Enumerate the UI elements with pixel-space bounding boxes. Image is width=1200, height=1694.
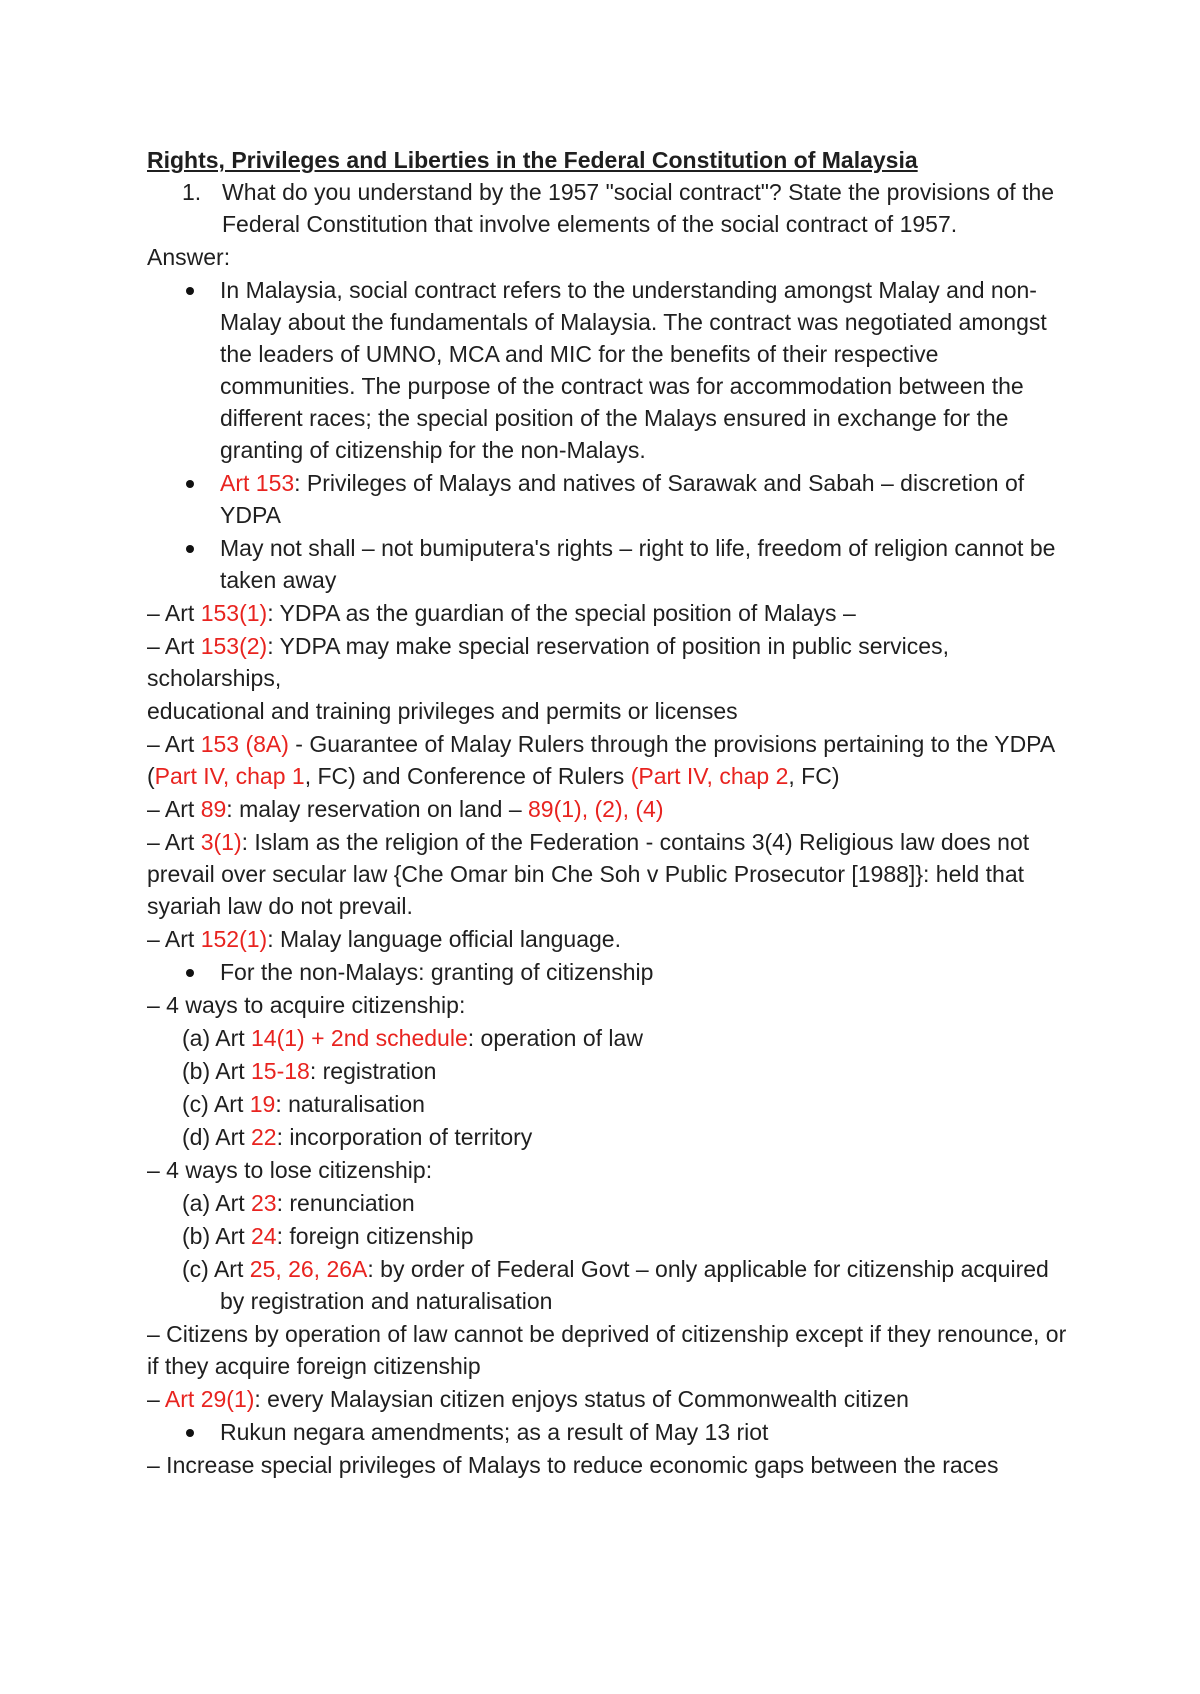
line-art-89: – Art 89: malay reservation on land – 89(1), (2), (4) [147,796,664,822]
line-art-153-1: – Art 153(1): YDPA as the guardian of the special position of Malays – [147,600,856,626]
article-ref: 22 [251,1124,277,1150]
document-title: Rights, Privileges and Liberties in the Federal Constitution of Malaysia [147,147,918,173]
article-ref: 152(1) [200,926,268,952]
lose-item: (b) Art 24: foreign citizenship [182,1223,474,1249]
acquire-heading: – 4 ways to acquire citizenship: [147,992,466,1018]
article-ref: 25, 26, 26A [249,1256,368,1282]
article-ref: (Part IV, chap 2 [630,763,789,789]
bullet-icon [147,274,220,466]
line-art-152-1: – Art 152(1): Malay language official language. [147,926,621,952]
bullet-icon [147,1416,220,1448]
bullet-icon [147,532,220,596]
bullet-non-malays: For the non-Malays: granting of citizenship [147,956,1077,988]
article-ref: 19 [249,1091,276,1117]
line-art-29-1: – Art 29(1): every Malaysian citizen enjoys status of Commonwealth citizen [147,1386,909,1412]
article-ref: 14(1) + 2nd schedule [251,1025,468,1051]
line-art-153-8a: – Art 153 (8A) - Guarantee of Malay Rulers through the provisions pertaining to the YDPA (Part IV, chap 1, FC) and Conference of Rulers (Part IV, chap 2, FC) [147,731,1054,789]
article-ref: 3(1) [200,829,242,855]
article-ref: 24 [251,1223,277,1249]
article-ref: 153(1) [200,600,268,626]
article-ref: Art 153 [220,470,295,496]
bullet-may-not-shall: May not shall – not bumiputera's rights – right to life, freedom of religion cannot be taken away [147,532,1077,596]
line-operation-of-law: – Citizens by operation of law cannot be deprived of citizenship except if they renounce, or if they acquire foreign citizenship [147,1321,1067,1379]
acquire-item: (d) Art 22: incorporation of territory [182,1124,533,1150]
line-art-153-2-cont: educational and training privileges and permits or licenses [147,698,738,724]
article-ref: 89 [200,796,227,822]
acquire-item: (b) Art 15-18: registration [182,1058,437,1084]
question-text: What do you understand by the 1957 "social contract"? State the provisions of the Federal Constitution that involve elements of the social contract of 1957. [222,179,1055,237]
article-ref: 89(1), (2), (4) [528,796,664,822]
answer-label: Answer: [147,244,231,270]
line-art-3-1: – Art 3(1): Islam as the religion of the Federation - contains 3(4) Religious law does not prevail over secular law {Che Omar bin Che Soh v Public Prosecutor [1988]}: held that syariah law do not prevail. [147,829,1030,919]
article-ref: 153 (8A) [200,731,289,757]
bullet-art-153: Art 153: Privileges of Malays and natives of Sarawak and Sabah – discretion of YDPA [147,467,1077,531]
article-ref: Art 29(1) [164,1386,255,1412]
bullet-social-contract: In Malaysia, social contract refers to the understanding amongst Malay and non-Malay about the fundamentals of Malaysia. The contract was negotiated amongst the leaders of UMNO, MCA and MIC for the benefits of their respective communities. The purpose of the contract was for accommodation between the different races; the special position of the Malays ensured in exchange for the granting of citizenship for the non-Malays. [147,274,1077,466]
document-page [147,144,1077,1482]
acquire-item: (c) Art 19: naturalisation [182,1091,425,1117]
question-number: 1. [182,179,202,205]
article-ref: 153(2) [200,633,268,659]
lose-item: (a) Art 23: renunciation [182,1190,415,1216]
acquire-item: (a) Art 14(1) + 2nd schedule: operation of law [182,1025,643,1051]
lose-item: (c) Art 25, 26, 26A: by order of Federal Govt – only applicable for citizenship acquired by registration and naturalisation [182,1256,1049,1314]
question-1 [147,176,1077,240]
article-ref: 15-18 [251,1058,310,1084]
article-ref: 23 [251,1190,277,1216]
bullet-rukun-negara: Rukun negara amendments; as a result of May 13 riot [147,1416,1077,1448]
bullet-icon [147,956,220,988]
line-special-privileges: – Increase special privileges of Malays to reduce economic gaps between the races [147,1452,999,1478]
lose-heading: – 4 ways to lose citizenship: [147,1157,433,1183]
article-ref: Part IV, chap 1 [154,763,305,789]
line-art-153-2: – Art 153(2): YDPA may make special reservation of position in public services, scholarships, [147,633,949,691]
bullet-icon [147,467,220,531]
